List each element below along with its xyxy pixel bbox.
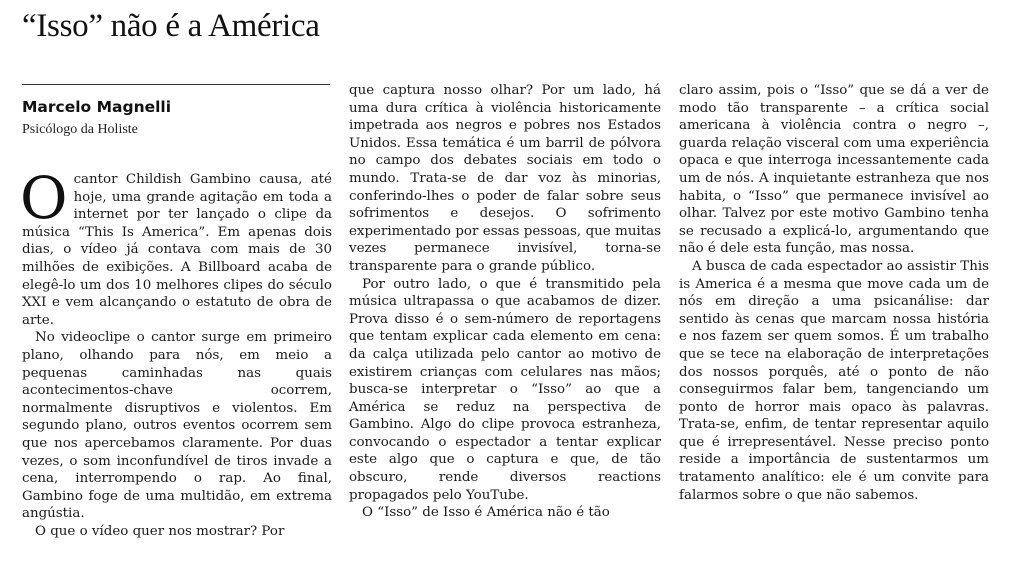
column-1 bbox=[20, 164, 332, 540]
paragraph: No videoclipe o cantor surge em primeiro plano, olhando para nós, em meio a pequenas caminhadas nas quais acontecimentos-chave ocorrem, normalmente disruptivos e violentos. Em segundo plano, outros eventos ocorrem sem que nos apercebamos claramente. Por duas vezes, o som inconfundível de tiros invade a cena, interrompendo o rap. Ao final, Gambino foge de uma multidão, em extrema angústia. bbox=[22, 330, 332, 522]
paragraph bbox=[20, 164, 332, 329]
paragraph: Por outro lado, o que é transmitido pela música ultrapassa o que acabamos de dizer. Prova disso é o sem-número de reportagens que tentam explicar cada elemento em cena: da calça utilizada pelo cantor ao motivo de existirem crianças com celulares nas mãos; busca-se interpretar o “Isso” ao que a América se reduz na perspectiva de Gambino. Algo do clipe provoca estranheza, convocando o espectador a tentar explicar este algo que o captura e que, de tão obscuro, rende diversos reactions propagados pelo YouTube. bbox=[349, 276, 661, 503]
paragraph-text: cantor Childish Gambino causa, até hoje, uma grande agitação em toda a internet por ter lançado o clipe da música “This Is America”. Em apenas dois dias, o vídeo já contava com mais de 30 milhões de exibições. A Billboard acaba de elegê-lo um dos 10 melhores clipes do século XXI e vem alcançando o estatuto de obra de arte. bbox=[22, 172, 332, 328]
author-name: Marcelo Magnelli bbox=[22, 98, 172, 116]
column-3 bbox=[679, 82, 989, 504]
column-2 bbox=[349, 82, 661, 522]
paragraph: claro assim, pois o “Isso” que se dá a ver de modo tão transparente – a crítica social americana à violência contra o negro –, guarda relação visceral com uma experiência opaca e que interroga incessantemente cada um de nós. A inquietante estranheza que nos habita, o “Isso” que permanece invisível ao olhar. Talvez por este motivo Gambino tenha se recusado a explicá-lo, argumentando que não é dele esta função, mas nossa. bbox=[679, 83, 989, 257]
byline-divider bbox=[22, 84, 330, 85]
paragraph: O “Isso” de Isso é América não é tão bbox=[362, 505, 610, 521]
paragraph: A busca de cada espectador ao assistir This is America é a mesma que move cada um de nós em direção a uma psicanálise: dar sentido às cenas que marcam nossa história e nos fazem ser quem somos. É um trabalho que se tece na elaboração de interpretações dos nossos porquês, até o ponto de não conseguirmos falar bem, tangenciando um ponto de horror mais opaco às palavras. Trata-se, enfim, de tentar representar aquilo que é irrepresentável. Nesse preciso ponto reside a importância de sustentarmos um tratamento analítico: ele é um convite para falarmos sobre o que não sabemos. bbox=[679, 258, 989, 503]
headline: “Isso” não é a América bbox=[22, 8, 320, 44]
drop-cap: O bbox=[20, 164, 68, 232]
author-affiliation: Psicólogo da Holiste bbox=[22, 122, 138, 137]
paragraph: O que o vídeo quer nos mostrar? Por bbox=[35, 523, 285, 539]
paragraph: que captura nosso olhar? Por um lado, há uma dura crítica à violência historicamente impetrada aos negros e pobres nos Estados Unidos. Essa temática é um barril de pólvora no campo dos debates sociais em todo o mundo. Trata-se de dar voz às minorias, conferindo-lhes o poder de falar sobre seus sofrimentos e desejos. O sofrimento experimentado por essas pessoas, que muitas vezes permanece invisível, torna-se transparente para o grande público. bbox=[349, 83, 661, 274]
